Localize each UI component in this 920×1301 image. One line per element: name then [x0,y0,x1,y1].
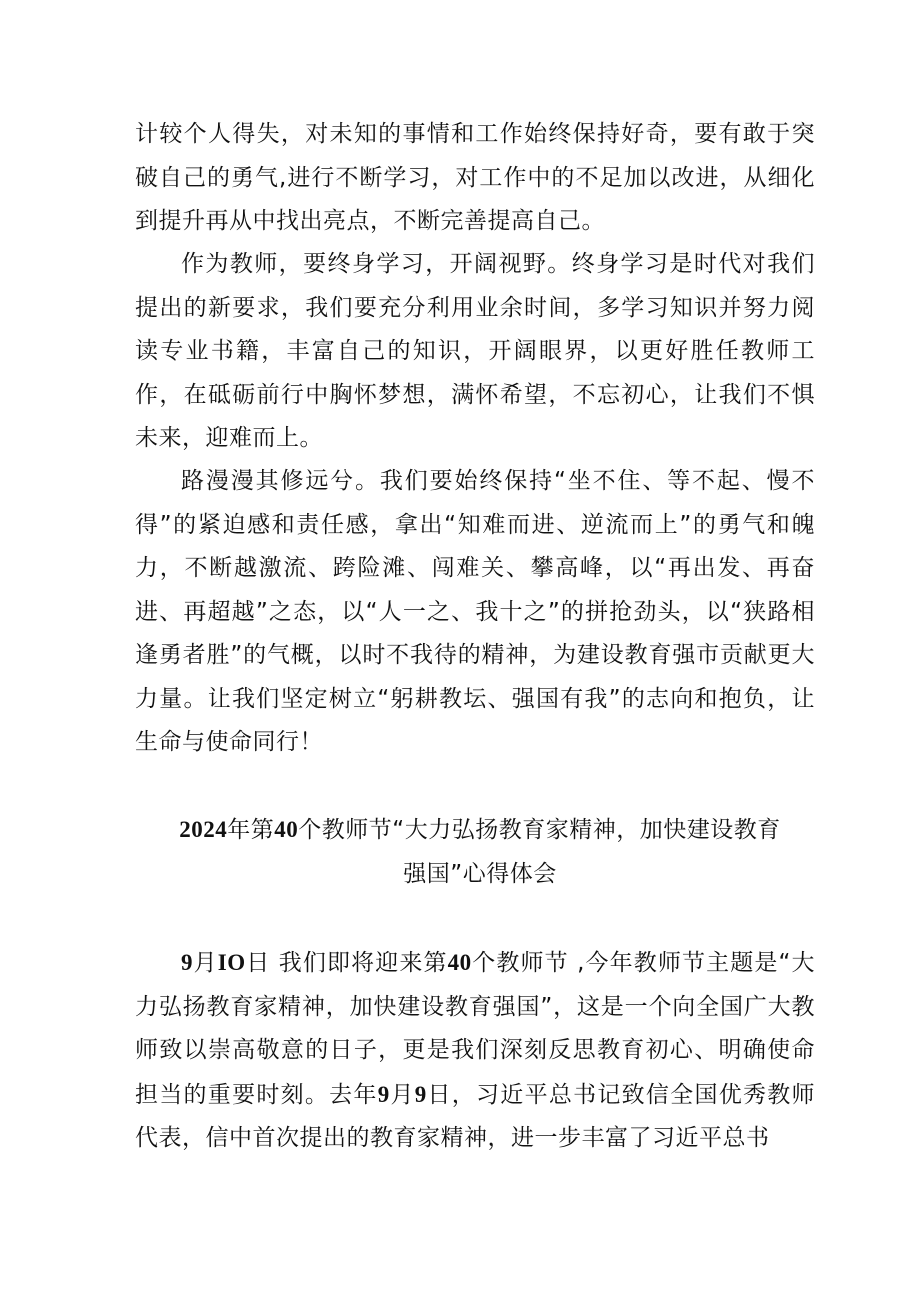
text-3: 月 [389,1081,415,1108]
date-rest: 日 [245,950,271,976]
paragraph-3: 路漫漫其修远兮。我们要始终保持“坐不住、等不起、慢不得”的紧迫感和责任感，拿出“知难而进、逆流而上”的勇气和魄力，不断越激流、跨险滩、闯难关、攀高峰，以“再出发、再奋进、再超越”之态，以“人一之、我十之”的拼抢劲头，以“狭路相逢勇者胜”的气概，以时不我待的精神，为建设教育强市贡献更大力量。让我们坚定树立“躬耕教坛、强国有我”的志向和抱负，让生命与使命同行！ [135,468,815,755]
title-part1: 年第 [227,817,275,843]
section-title [150,808,810,896]
date-num: 9 [181,950,193,975]
paragraph-1: 计较个人得失，对未知的事情和工作始终保持好奇，要有敢于突破自己的勇气,进行不断学习，对工作中的不足加以改进，从细化到提升再从中找出亮点，不断完善提高自己。 [135,121,815,234]
number-40: 40 [447,950,472,975]
paragraph-2: 作为教师，要终身学习，开阔视野。终身学习是时代对我们提出的新要求，我们要充分利用业余时间，多学习知识并努力阅读专业书籍，丰富自己的知识，开阔眼界，以更好胜任教师工作，在砥砺前行中胸怀梦想，满怀希望，不忘初心，让我们不惧未来，迎难而上。 [135,251,815,451]
title-year: 2024 [179,817,228,842]
date-day: IO [217,950,246,975]
paragraph-4 [135,941,815,1161]
text-2: 个教师节 ,今年教师节主题是“大力弘扬教育家精神，加快建设教育强国”，这是一个向全国广大教师致以崇高敬意的日子，更是我们深刻反思教育初心、明确使命担当的重要时刻。去年 [135,950,816,1108]
title-part2: 个教师节“大力弘扬教育家精神，加快建设教育 [298,817,781,843]
title-line2: 强国”心得体会 [403,860,557,887]
title-number: 40 [274,817,299,842]
date-month: 月 [193,950,218,976]
number-9b: 9 [414,1081,427,1107]
text-4: 日，习近平总书记致信全国优秀教师代表，信中首次提出的教育家精神，进一步丰富了习近平总书 [135,1081,816,1151]
text-1: 我们即将迎来第 [270,950,448,976]
number-9a: 9 [377,1081,390,1107]
